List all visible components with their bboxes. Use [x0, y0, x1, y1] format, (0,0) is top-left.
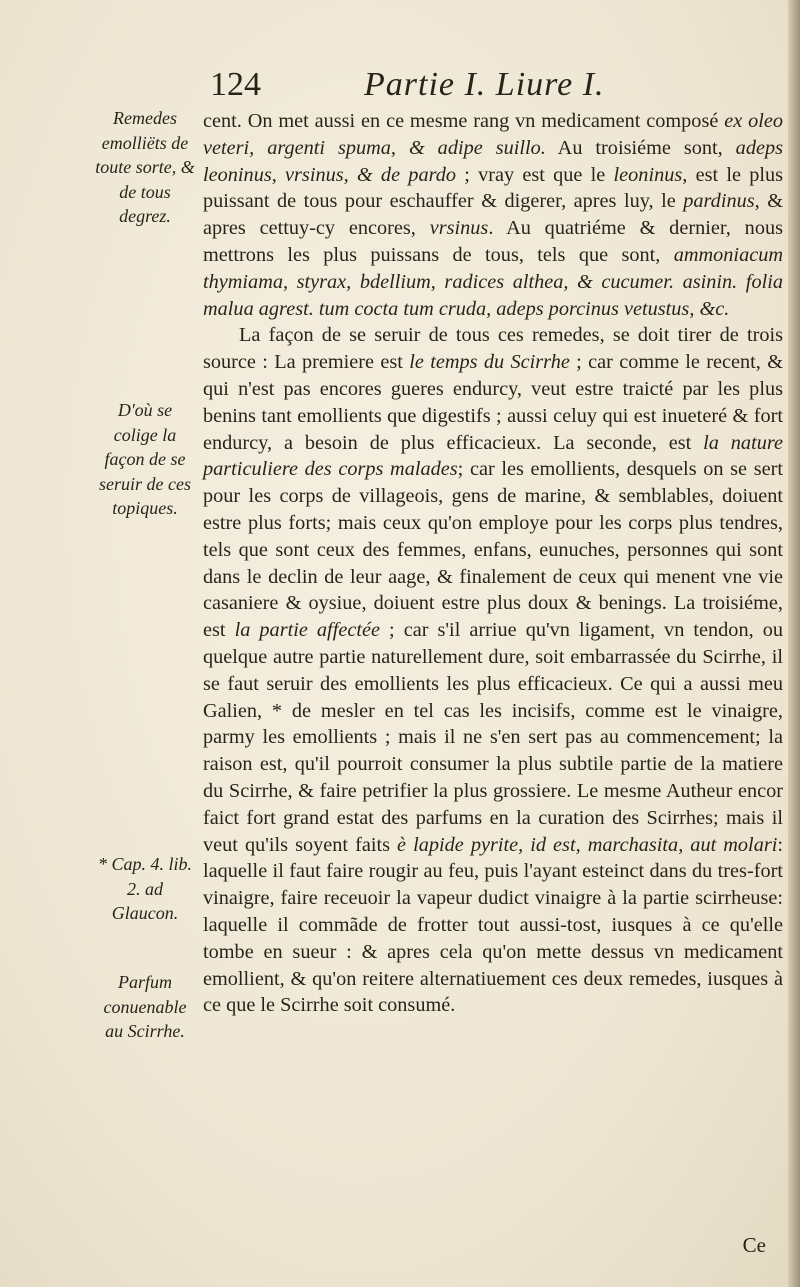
margin-note: Remedes emolliëts de toute sorte, & de tous degrez. [95, 108, 195, 226]
page-header [210, 66, 650, 112]
paragraph: La façon de se seruir de tous ces remedes, se doit tirer de trois source : La premiere est le temps du Scirrhe ; car comme le recent, & qui n'est pas encores gueres endurcy, veut estre traicté par les plus benins tant emollients que digestifs ; aussi celuy qui est inueteré & fort endurcy, a besoin de plus efficacieux. La seconde, est la nature particuliere des corps malades; car les emollients, desquels on se sert pour les corps de villageois, gens de marine, & semblables, doiuent estre plus forts; mais ceux qu'on employe pour les corps plus tendres, tels que sont ceux des femmes, enfans, eunuches, personnes qui sont dans le declin de leur aage, & finalement de ceux qui menent vne vie casaniere & oysiue, doiuent estre plus doux & benings. La troisiéme, est la partie affectée ; car s'il arriue qu'vn ligament, vn tendon, ou quelque autre partie naturellement dure, soit embarrassée du Scirrhe, il se faut seruir des emollients les plus efficacieux. Ce qui a aussi meu Galien, * de mesler en tel cas les incisifs, comme est le vinaigre, parmy les emollients ; mais il ne s'en sert pas au commencement; la raison est, qu'il pourroit consumer la plus subtile partie de la matiere du Scirrhe, & faire petrifier la plus grossiere. Le mesme Autheur encor faict fort grand estat des parfums en la curation des Scirrhes; mais il veut qu'ils soyent faits è lapide pyrite, id est, marchasita, aut molari: laquelle il faut faire rougir au feu, puis l'ayant esteinct dans du tres-fort vinaigre, faire receuoir la vapeur dudict vinaigre à la partie scirrheuse: laquelle il commãde de frotter tout aussi-tost, iusques à ce qu'elle tombe en sueur : & apres cela qu'on mette dessus vn medicament emollient, & qu'on reitere alternatiuement ces deux remedes, iusques à ce que le Scirrhe soit consumé. [203, 324, 783, 1017]
margin-note: Parfum conuenable au Scirrhe. [103, 972, 187, 1041]
main-text [203, 108, 783, 1019]
page-edge [788, 0, 800, 1287]
paragraph: cent. On met aussi en ce mesme rang vn medicament composé ex oleo veteri, argenti spuma, & adipe suillo. Au troisiéme sont, adeps leoninus, vrsinus, & de pardo ; vray est que le leoninus, est le plus puissant de tous pour eschauffer & digerer, apres luy, le pardinus, & apres cettuy-cy encores, vrsinus. Au quatriéme & dernier, nous mettrons les plus puissans de tous, tels que sont, ammoniacum thymiama, styrax, bdellium, radices althea, & cucumer. asinin. folia malua agrest. tum cocta tum cruda, adeps porcinus vetustus, &c. [203, 110, 784, 320]
margin-note: D'où se colige la façon de se seruir de ces topiques. [99, 400, 191, 518]
running-head: Partie I. Liure I. [364, 66, 605, 103]
catchword: Ce [742, 1233, 766, 1257]
margin-note: * Cap. 4. lib. 2. ad Glaucon. [97, 854, 192, 923]
page-number: 124 [210, 66, 261, 103]
